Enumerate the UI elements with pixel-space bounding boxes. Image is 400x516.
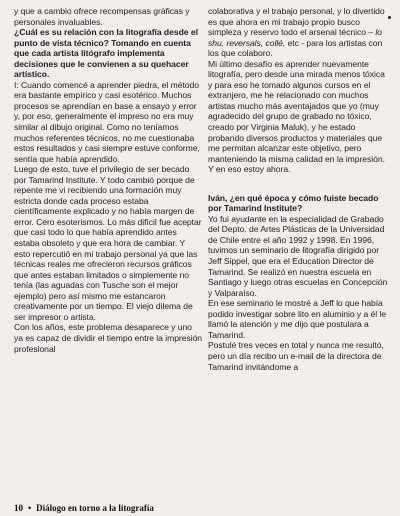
- page-footer: [14, 503, 154, 513]
- answer-paragraph-5: En ese seminario le mostré a Jeff lo que había podido investigar sobre lito en aluminio y a él le llamó la atención y me dijo que postulara a Tamarind.: [208, 298, 387, 340]
- continuation-end: etc - para los artistas con los que colaboro.: [208, 37, 383, 59]
- answer-paragraph-3: Con los años, este problema desaparece y uno ya es capaz de dividir el tiempo entre la impresión profesional: [14, 322, 203, 354]
- left-column: [14, 6, 203, 354]
- continuation-text: colaborativa y el trabajo personal, y lo divertido es que ahora en mi trabajo propio busco simpleza y reservo todo el arsenal técnico –: [208, 6, 385, 38]
- question-tamarind: Iván, ¿en qué época y cómo fuiste becado por Tamarind Institute?: [208, 192, 379, 214]
- answer-paragraph-4: Yo fui ayudante en la especialidad de Grabado del Depto. de Artes Plásticas de la Universidad de Chile entre el año 1992 y 1998. En 1996, tuvimos un seminario de litografía dirigido por Jeff Sippel, que era el Education Director de Tamarind. Se realizó en nuestra escuela en Santiago y luego otras escuelas en Concepción y Valparaíso.: [208, 213, 388, 298]
- answer-paragraph-1: I: Cuando comencé a aprender piedra, el método era bastante empírico y casi esotérico. Muchos procesos se aprendían en base a ensayo y error y, por eso, generalmente el impreso no era muy similar al dibujo original. Como no teníamos muchos referentes técnicos, no me cuestionaba estos resultados y casi siempre estuve conforme, sentía que había aprendido.: [14, 79, 200, 164]
- publication-title: Diálogo en torno a la litografía: [36, 503, 154, 513]
- print-dot-mark: [388, 16, 391, 19]
- paragraph-continuation: [208, 6, 388, 59]
- question-technical: ¿Cuál es su relación con la litografía desde el punto de vista técnico? Tomando en cuenta que cada artista litógrafo implementa decisiones que le convienen a su quehacer artístico.: [14, 27, 198, 80]
- answer-paragraph-2: Luego de esto, tuve el privilegio de ser becado por Tamarind Institute. Y todo cambió porque de repente me vi recibiendo una formación muy estricta donde cada proceso estaba científicamente explicado y no había margen de error. Cero esoterismos. Lo más difícil fue aceptar que casi todo lo que había aprendido antes estaba obsoleto y que era hora de cambiar. Y esto repercutió en mi trabajo personal ya que las técnicas reales me ofrecieron recursos gráficos que antes estaban limitados o simplemente no tenía (las aguadas con Tusche son el mejor ejemplo) pero así mismo me estancaron creativamente por un tiempo. El viejo dilema de ser impresor o artista.: [14, 164, 202, 322]
- paragraph-intro: y que a cambio ofrece recompensas gráficas y personales invaluables.: [14, 6, 190, 27]
- answer-paragraph-6: Postulé tres veces en total y nunca me resultó, pero un día recibo un e-mail de la directora de Tamarind invitándome a: [208, 340, 384, 372]
- paragraph-last-challenge: Mi último desafío es aprender nuevamente litografía, pero desde una mirada menos tóxica y para eso he tomado algunos cursos en el extranjero, me he relacionado con muchos artistas mucho más aventajados que yo (muy agradecido del grupo de grabado no tóxico, creado por Virginia Maluk), y he estado probando diversos productos y materiales que me permitan alcanzar este objetivo, pero manteniendo la misma calidad en la impresión. Y en eso estoy ahora.: [208, 58, 385, 175]
- footer-bullet: •: [28, 503, 32, 513]
- page-number: 10: [14, 503, 23, 513]
- right-column: [208, 6, 388, 372]
- technique-names: lo shu, reversals, collé,: [208, 27, 382, 48]
